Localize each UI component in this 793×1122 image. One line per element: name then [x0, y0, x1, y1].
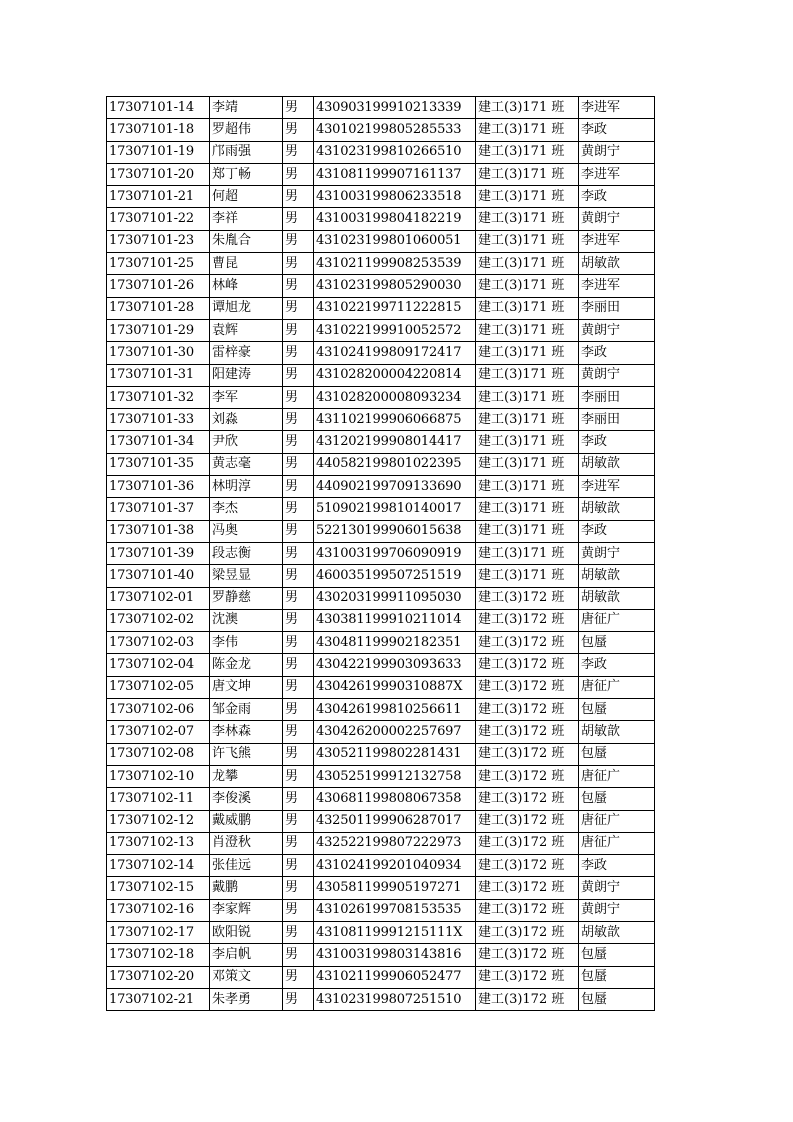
table-row	[107, 877, 655, 899]
class-cell: 建工(3)172 班	[476, 676, 579, 698]
student-id-cell: 17307102-07	[107, 721, 210, 743]
class-cell: 建工(3)172 班	[476, 699, 579, 721]
teacher-cell: 包蜃	[579, 966, 655, 988]
student-name-cell: 李俊溪	[210, 788, 283, 810]
id-number-cell: 43042619990310887X	[314, 676, 476, 698]
student-name-cell: 李启帆	[210, 944, 283, 966]
student-id-cell: 17307101-14	[107, 97, 210, 119]
student-id-cell: 17307102-20	[107, 966, 210, 988]
id-number-cell: 431021199906052477	[314, 966, 476, 988]
gender-cell: 男	[283, 186, 314, 208]
table-row	[107, 431, 655, 453]
id-number-cell: 431022199711222815	[314, 297, 476, 319]
class-cell: 建工(3)172 班	[476, 721, 579, 743]
id-number-cell: 431024199201040934	[314, 855, 476, 877]
student-id-cell: 17307101-28	[107, 297, 210, 319]
student-id-cell: 17307102-11	[107, 788, 210, 810]
student-name-cell: 李伟	[210, 632, 283, 654]
id-number-cell: 431023199805290030	[314, 275, 476, 297]
class-cell: 建工(3)171 班	[476, 386, 579, 408]
gender-cell: 男	[283, 765, 314, 787]
student-id-cell: 17307102-01	[107, 587, 210, 609]
table-row	[107, 721, 655, 743]
student-name-cell: 朱胤合	[210, 230, 283, 252]
table-row	[107, 765, 655, 787]
student-id-cell: 17307102-15	[107, 877, 210, 899]
teacher-cell: 李进军	[579, 275, 655, 297]
class-cell: 建工(3)172 班	[476, 632, 579, 654]
class-cell: 建工(3)172 班	[476, 944, 579, 966]
gender-cell: 男	[283, 609, 314, 631]
student-id-cell: 17307101-32	[107, 386, 210, 408]
student-name-cell: 罗超伟	[210, 119, 283, 141]
class-cell: 建工(3)171 班	[476, 163, 579, 185]
student-id-cell: 17307101-23	[107, 230, 210, 252]
class-cell: 建工(3)171 班	[476, 453, 579, 475]
teacher-cell: 黄朗宁	[579, 208, 655, 230]
student-name-cell: 梁昱显	[210, 565, 283, 587]
class-cell: 建工(3)171 班	[476, 208, 579, 230]
gender-cell: 男	[283, 253, 314, 275]
id-number-cell: 431022199910052572	[314, 319, 476, 341]
gender-cell: 男	[283, 119, 314, 141]
teacher-cell: 胡敏歆	[579, 453, 655, 475]
gender-cell: 男	[283, 386, 314, 408]
student-name-cell: 曹昆	[210, 253, 283, 275]
class-cell: 建工(3)172 班	[476, 743, 579, 765]
student-name-cell: 李林森	[210, 721, 283, 743]
class-cell: 建工(3)172 班	[476, 832, 579, 854]
student-id-cell: 17307102-18	[107, 944, 210, 966]
table-row	[107, 253, 655, 275]
teacher-cell: 黄朗宁	[579, 542, 655, 564]
gender-cell: 男	[283, 364, 314, 386]
teacher-cell: 黄朗宁	[579, 364, 655, 386]
table-row	[107, 119, 655, 141]
id-number-cell: 431003199803143816	[314, 944, 476, 966]
gender-cell: 男	[283, 565, 314, 587]
student-name-cell: 许飞熊	[210, 743, 283, 765]
student-name-cell: 雷梓豪	[210, 342, 283, 364]
student-id-cell: 17307102-16	[107, 899, 210, 921]
table-row	[107, 654, 655, 676]
id-number-cell: 432522199807222973	[314, 832, 476, 854]
student-name-cell: 郑丁畅	[210, 163, 283, 185]
roster-body	[107, 97, 655, 1011]
id-number-cell: 430481199902182351	[314, 632, 476, 654]
student-id-cell: 17307101-26	[107, 275, 210, 297]
id-number-cell: 431003199806233518	[314, 186, 476, 208]
teacher-cell: 李进军	[579, 230, 655, 252]
student-id-cell: 17307101-34	[107, 431, 210, 453]
gender-cell: 男	[283, 520, 314, 542]
teacher-cell: 胡敏歆	[579, 565, 655, 587]
id-number-cell: 522130199906015638	[314, 520, 476, 542]
gender-cell: 男	[283, 855, 314, 877]
gender-cell: 男	[283, 275, 314, 297]
gender-cell: 男	[283, 163, 314, 185]
student-name-cell: 欧阳锐	[210, 921, 283, 943]
class-cell: 建工(3)171 班	[476, 97, 579, 119]
teacher-cell: 包蜃	[579, 632, 655, 654]
student-name-cell: 何超	[210, 186, 283, 208]
gender-cell: 男	[283, 699, 314, 721]
gender-cell: 男	[283, 921, 314, 943]
teacher-cell: 李政	[579, 654, 655, 676]
student-name-cell: 段志衡	[210, 542, 283, 564]
student-name-cell: 林明淳	[210, 476, 283, 498]
class-cell: 建工(3)171 班	[476, 498, 579, 520]
student-name-cell: 李杰	[210, 498, 283, 520]
table-row	[107, 565, 655, 587]
student-name-cell: 李靖	[210, 97, 283, 119]
teacher-cell: 胡敏歆	[579, 921, 655, 943]
table-row	[107, 988, 655, 1010]
student-id-cell: 17307101-19	[107, 141, 210, 163]
id-number-cell: 431003199804182219	[314, 208, 476, 230]
class-cell: 建工(3)171 班	[476, 520, 579, 542]
id-number-cell: 430681199808067358	[314, 788, 476, 810]
table-row	[107, 208, 655, 230]
student-id-cell: 17307101-22	[107, 208, 210, 230]
table-row	[107, 386, 655, 408]
gender-cell: 男	[283, 788, 314, 810]
gender-cell: 男	[283, 342, 314, 364]
class-cell: 建工(3)171 班	[476, 431, 579, 453]
class-cell: 建工(3)171 班	[476, 565, 579, 587]
class-cell: 建工(3)171 班	[476, 319, 579, 341]
class-cell: 建工(3)172 班	[476, 966, 579, 988]
table-row	[107, 97, 655, 119]
class-cell: 建工(3)172 班	[476, 810, 579, 832]
teacher-cell: 黄朗宁	[579, 319, 655, 341]
table-row	[107, 163, 655, 185]
class-cell: 建工(3)172 班	[476, 921, 579, 943]
table-row	[107, 319, 655, 341]
student-id-cell: 17307101-36	[107, 476, 210, 498]
teacher-cell: 黄朗宁	[579, 899, 655, 921]
class-cell: 建工(3)171 班	[476, 409, 579, 431]
id-number-cell: 430102199805285533	[314, 119, 476, 141]
teacher-cell: 李丽田	[579, 386, 655, 408]
class-cell: 建工(3)172 班	[476, 877, 579, 899]
gender-cell: 男	[283, 966, 314, 988]
class-cell: 建工(3)172 班	[476, 587, 579, 609]
teacher-cell: 李进军	[579, 97, 655, 119]
table-row	[107, 275, 655, 297]
teacher-cell: 胡敏歆	[579, 587, 655, 609]
table-row	[107, 587, 655, 609]
gender-cell: 男	[283, 810, 314, 832]
table-row	[107, 676, 655, 698]
teacher-cell: 李丽田	[579, 297, 655, 319]
student-name-cell: 李家辉	[210, 899, 283, 921]
student-name-cell: 邝雨强	[210, 141, 283, 163]
teacher-cell: 李政	[579, 855, 655, 877]
table-row	[107, 520, 655, 542]
student-name-cell: 陈金龙	[210, 654, 283, 676]
student-name-cell: 罗静慈	[210, 587, 283, 609]
table-row	[107, 609, 655, 631]
id-number-cell: 431026199708153535	[314, 899, 476, 921]
id-number-cell: 431028200004220814	[314, 364, 476, 386]
gender-cell: 男	[283, 409, 314, 431]
class-cell: 建工(3)172 班	[476, 609, 579, 631]
class-cell: 建工(3)172 班	[476, 654, 579, 676]
id-number-cell: 430381199910211014	[314, 609, 476, 631]
student-id-cell: 17307101-20	[107, 163, 210, 185]
teacher-cell: 李丽田	[579, 409, 655, 431]
teacher-cell: 唐征广	[579, 609, 655, 631]
student-id-cell: 17307102-04	[107, 654, 210, 676]
teacher-cell: 包蜃	[579, 743, 655, 765]
student-name-cell: 袁辉	[210, 319, 283, 341]
table-row	[107, 921, 655, 943]
student-name-cell: 刘淼	[210, 409, 283, 431]
student-id-cell: 17307102-14	[107, 855, 210, 877]
id-number-cell: 430426200002257697	[314, 721, 476, 743]
student-name-cell: 阳建涛	[210, 364, 283, 386]
student-id-cell: 17307101-35	[107, 453, 210, 475]
teacher-cell: 李政	[579, 431, 655, 453]
student-name-cell: 谭旭龙	[210, 297, 283, 319]
student-name-cell: 张佳远	[210, 855, 283, 877]
class-cell: 建工(3)172 班	[476, 788, 579, 810]
class-cell: 建工(3)171 班	[476, 119, 579, 141]
teacher-cell: 包蜃	[579, 988, 655, 1010]
teacher-cell: 胡敏歆	[579, 253, 655, 275]
table-row	[107, 899, 655, 921]
student-id-cell: 17307102-03	[107, 632, 210, 654]
gender-cell: 男	[283, 632, 314, 654]
student-name-cell: 李祥	[210, 208, 283, 230]
gender-cell: 男	[283, 988, 314, 1010]
student-name-cell: 冯奥	[210, 520, 283, 542]
student-name-cell: 李军	[210, 386, 283, 408]
student-id-cell: 17307102-13	[107, 832, 210, 854]
student-id-cell: 17307102-08	[107, 743, 210, 765]
gender-cell: 男	[283, 141, 314, 163]
class-cell: 建工(3)172 班	[476, 765, 579, 787]
id-number-cell: 460035199507251519	[314, 565, 476, 587]
teacher-cell: 李进军	[579, 163, 655, 185]
table-row	[107, 186, 655, 208]
table-row	[107, 409, 655, 431]
gender-cell: 男	[283, 230, 314, 252]
student-id-cell: 17307101-37	[107, 498, 210, 520]
table-row	[107, 944, 655, 966]
student-roster-table	[106, 96, 655, 1011]
id-number-cell: 510902199810140017	[314, 498, 476, 520]
student-name-cell: 朱孝勇	[210, 988, 283, 1010]
student-id-cell: 17307101-33	[107, 409, 210, 431]
class-cell: 建工(3)171 班	[476, 186, 579, 208]
id-number-cell: 431023199810266510	[314, 141, 476, 163]
gender-cell: 男	[283, 899, 314, 921]
table-row	[107, 364, 655, 386]
class-cell: 建工(3)171 班	[476, 364, 579, 386]
student-name-cell: 戴威鹏	[210, 810, 283, 832]
gender-cell: 男	[283, 319, 314, 341]
id-number-cell: 431081199907161137	[314, 163, 476, 185]
class-cell: 建工(3)172 班	[476, 899, 579, 921]
student-id-cell: 17307101-18	[107, 119, 210, 141]
id-number-cell: 431028200008093234	[314, 386, 476, 408]
table-row	[107, 966, 655, 988]
student-id-cell: 17307102-10	[107, 765, 210, 787]
id-number-cell: 431024199809172417	[314, 342, 476, 364]
student-id-cell: 17307102-21	[107, 988, 210, 1010]
gender-cell: 男	[283, 297, 314, 319]
student-name-cell: 肖澄秋	[210, 832, 283, 854]
id-number-cell: 431202199908014417	[314, 431, 476, 453]
teacher-cell: 李政	[579, 520, 655, 542]
id-number-cell: 440902199709133690	[314, 476, 476, 498]
id-number-cell: 431023199801060051	[314, 230, 476, 252]
teacher-cell: 包蜃	[579, 699, 655, 721]
student-id-cell: 17307101-30	[107, 342, 210, 364]
id-number-cell: 431021199908253539	[314, 253, 476, 275]
id-number-cell: 431102199906066875	[314, 409, 476, 431]
student-name-cell: 黄志毫	[210, 453, 283, 475]
class-cell: 建工(3)171 班	[476, 476, 579, 498]
id-number-cell: 430521199802281431	[314, 743, 476, 765]
teacher-cell: 黄朗宁	[579, 141, 655, 163]
gender-cell: 男	[283, 832, 314, 854]
student-name-cell: 林峰	[210, 275, 283, 297]
class-cell: 建工(3)172 班	[476, 988, 579, 1010]
gender-cell: 男	[283, 453, 314, 475]
teacher-cell: 唐征广	[579, 832, 655, 854]
table-row	[107, 810, 655, 832]
student-id-cell: 17307101-29	[107, 319, 210, 341]
gender-cell: 男	[283, 721, 314, 743]
student-name-cell: 邓策文	[210, 966, 283, 988]
student-name-cell: 唐文坤	[210, 676, 283, 698]
student-id-cell: 17307101-40	[107, 565, 210, 587]
table-row	[107, 498, 655, 520]
class-cell: 建工(3)171 班	[476, 141, 579, 163]
table-row	[107, 453, 655, 475]
gender-cell: 男	[283, 498, 314, 520]
gender-cell: 男	[283, 676, 314, 698]
gender-cell: 男	[283, 944, 314, 966]
student-name-cell: 邹金雨	[210, 699, 283, 721]
gender-cell: 男	[283, 431, 314, 453]
id-number-cell: 440582199801022395	[314, 453, 476, 475]
gender-cell: 男	[283, 587, 314, 609]
student-id-cell: 17307101-31	[107, 364, 210, 386]
table-row	[107, 788, 655, 810]
student-name-cell: 戴鹏	[210, 877, 283, 899]
gender-cell: 男	[283, 208, 314, 230]
gender-cell: 男	[283, 476, 314, 498]
student-name-cell: 沈澳	[210, 609, 283, 631]
teacher-cell: 胡敏歆	[579, 498, 655, 520]
class-cell: 建工(3)171 班	[476, 230, 579, 252]
teacher-cell: 李政	[579, 342, 655, 364]
id-number-cell: 43108119991215111X	[314, 921, 476, 943]
class-cell: 建工(3)171 班	[476, 253, 579, 275]
table-row	[107, 699, 655, 721]
id-number-cell: 430203199911095030	[314, 587, 476, 609]
teacher-cell: 包蜃	[579, 788, 655, 810]
id-number-cell: 430581199905197271	[314, 877, 476, 899]
teacher-cell: 包蜃	[579, 944, 655, 966]
id-number-cell: 431003199706090919	[314, 542, 476, 564]
teacher-cell: 李政	[579, 186, 655, 208]
table-row	[107, 743, 655, 765]
teacher-cell: 唐征广	[579, 810, 655, 832]
student-id-cell: 17307101-39	[107, 542, 210, 564]
gender-cell: 男	[283, 743, 314, 765]
student-name-cell: 龙攀	[210, 765, 283, 787]
gender-cell: 男	[283, 542, 314, 564]
student-id-cell: 17307101-21	[107, 186, 210, 208]
class-cell: 建工(3)171 班	[476, 275, 579, 297]
student-id-cell: 17307102-02	[107, 609, 210, 631]
student-id-cell: 17307102-12	[107, 810, 210, 832]
id-number-cell: 430426199810256611	[314, 699, 476, 721]
student-id-cell: 17307102-17	[107, 921, 210, 943]
table-row	[107, 297, 655, 319]
student-id-cell: 17307102-06	[107, 699, 210, 721]
teacher-cell: 胡敏歆	[579, 721, 655, 743]
student-id-cell: 17307101-25	[107, 253, 210, 275]
teacher-cell: 李进军	[579, 476, 655, 498]
teacher-cell: 李政	[579, 119, 655, 141]
class-cell: 建工(3)171 班	[476, 342, 579, 364]
class-cell: 建工(3)172 班	[476, 855, 579, 877]
student-id-cell: 17307101-38	[107, 520, 210, 542]
table-row	[107, 230, 655, 252]
student-id-cell: 17307102-05	[107, 676, 210, 698]
class-cell: 建工(3)171 班	[476, 297, 579, 319]
table-row	[107, 476, 655, 498]
table-row	[107, 342, 655, 364]
gender-cell: 男	[283, 654, 314, 676]
table-row	[107, 632, 655, 654]
teacher-cell: 黄朗宁	[579, 877, 655, 899]
class-cell: 建工(3)171 班	[476, 542, 579, 564]
gender-cell: 男	[283, 97, 314, 119]
table-row	[107, 855, 655, 877]
gender-cell: 男	[283, 877, 314, 899]
student-name-cell: 尹欣	[210, 431, 283, 453]
id-number-cell: 430525199912132758	[314, 765, 476, 787]
table-row	[107, 542, 655, 564]
table-row	[107, 141, 655, 163]
id-number-cell: 430422199903093633	[314, 654, 476, 676]
teacher-cell: 唐征广	[579, 765, 655, 787]
id-number-cell: 430903199910213339	[314, 97, 476, 119]
id-number-cell: 431023199807251510	[314, 988, 476, 1010]
teacher-cell: 唐征广	[579, 676, 655, 698]
table-row	[107, 832, 655, 854]
id-number-cell: 432501199906287017	[314, 810, 476, 832]
